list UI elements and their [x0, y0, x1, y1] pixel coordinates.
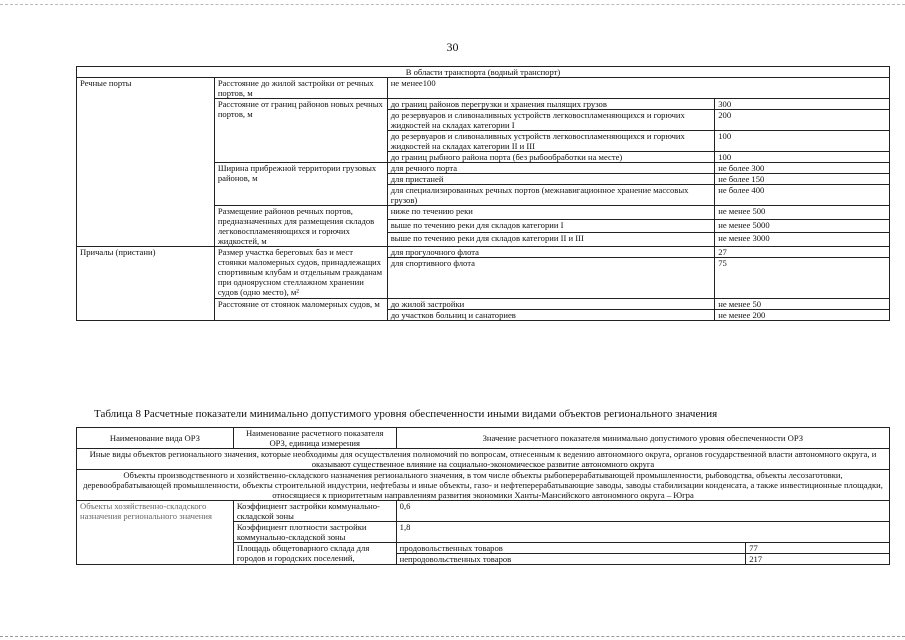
indicator-cell: Расстояние до жилой застройки от речных портов, м [214, 78, 387, 99]
condition-cell: выше по течению реки для складов категории I [387, 219, 715, 233]
value-cell: 300 [715, 99, 890, 110]
condition-cell: для пристаней [387, 174, 715, 185]
value-cell: 1,8 [396, 522, 889, 543]
condition-cell: для речного порта [387, 163, 715, 174]
condition-cell: до границ рыбного района порта (без рыбообработки на месте) [387, 152, 715, 163]
table-row [77, 78, 890, 99]
table-header-row [77, 428, 890, 449]
value-cell: не менее 3000 [715, 233, 890, 247]
value-cell: 200 [715, 110, 890, 131]
table-row [77, 470, 890, 501]
value-cell: 0,6 [396, 501, 889, 522]
condition-cell: до резервуаров и сливоналивных устройств легковоспламеняющихся и горючих жидкостей на складах категории I [387, 110, 715, 131]
regional-objects-table [76, 427, 890, 565]
group-heading: Иные виды объектов регионального значения, которые необходимы для осуществления полномочий по вопросам, отнесенным к ведению автономного округа, органов государственной власти автономного округа, и оказывают существенное влияние на социально-экономическое развитие автономного округа [77, 449, 890, 470]
indicator-cell: Ширина прибрежной территории грузовых районов, м [214, 163, 387, 206]
indicator-cell: Размещение районов речных портов, предназначенных для размещения складов легковоспламеняющихся и горючих жидкостей, м [214, 206, 387, 247]
value-cell: не более 150 [715, 174, 890, 185]
indicator-cell: Размер участка береговых баз и мест стоянки маломерных судов, принадлежащих спортивным клубам и отдельным гражданам при одноярусном стеллажном хранении судов (одно место), м² [214, 247, 387, 299]
object-type-cell: Объекты хозяйственно-складского назначения регионального значения [77, 501, 234, 565]
value-cell: 77 [746, 543, 890, 554]
value-cell: 100 [715, 131, 890, 152]
condition-cell: для спортивного флота [387, 258, 715, 299]
condition-cell: до резервуаров и сливоналивных устройств легковоспламеняющихся и горючих жидкостей на складах категории II и III [387, 131, 715, 152]
condition-cell: продовольственных товаров [396, 543, 746, 554]
value-cell: 100 [715, 152, 890, 163]
value-cell: не более 400 [715, 185, 890, 206]
condition-cell: ниже по течению реки [387, 206, 715, 220]
table-caption: Таблица 8 Расчетные показатели минимально допустимого уровня обеспеченности иными видами объектов регионального значения [94, 408, 718, 420]
indicator-cell: Коэффициент застройки коммунально-складской зоны [233, 501, 396, 522]
value-cell: 27 [715, 247, 890, 258]
indicator-cell: Расстояние от стоянок маломерных судов, м [214, 299, 387, 321]
value-cell: не менее 200 [715, 310, 890, 321]
table-row [77, 449, 890, 470]
value-cell: 217 [746, 554, 890, 565]
object-type-cell: Причалы (пристани) [77, 247, 215, 321]
value-cell: не менее 50 [715, 299, 890, 310]
column-header: Значение расчетного показателя минимально допустимого уровня обеспеченности ОРЗ [396, 428, 889, 449]
condition-cell: для прогулочного флота [387, 247, 715, 258]
value-cell: 75 [715, 258, 890, 299]
condition-cell: до жилой застройки [387, 299, 715, 310]
indicator-cell: Площадь общетоварного склада для городов и городских поселений, [233, 543, 396, 565]
condition-cell: выше по течению реки для складов категории II и III [387, 233, 715, 247]
condition-cell: до границ районов перегрузки и хранения пылящих грузов [387, 99, 715, 110]
column-header: Наименование вида ОРЗ [77, 428, 234, 449]
column-header: Наименование расчетного показателя ОРЗ, единица измерения [233, 428, 396, 449]
transport-norms-table [76, 66, 890, 321]
table-header-row [77, 67, 890, 78]
indicator-cell: Коэффициент плотности застройки коммунально-складской зоны [233, 522, 396, 543]
condition-cell: для специализированных речных портов (межнавигационное хранение массовых грузов) [387, 185, 715, 206]
table-row [77, 501, 890, 522]
section-header: В области транспорта (водный транспорт) [77, 67, 890, 78]
scan-edge-top [0, 4, 905, 5]
value-cell: не менее 500 [715, 206, 890, 220]
value-cell: не менее 5000 [715, 219, 890, 233]
object-type-cell: Речные порты [77, 78, 215, 247]
value-cell: не менее100 [387, 78, 889, 99]
table-row [77, 247, 890, 258]
group-heading: Объекты производственного и хозяйственно-складского назначения регионального значения, в том числе объекты рыбоперерабатывающей промышленности, рыбоводства, объекты лесозаготовки, деревообрабатывающей промышленности, объекты строительной индустрии, нефтебазы и иные объекты, газо- и нефтеперерабатывающие заводы, заводы стабилизации конденсата, а также инвестиционные площадки, относящиеся к приоритетным направлениям развития экономики Ханты-Мансийского автономного округа – Югра [77, 470, 890, 501]
condition-cell: до участков больниц и санаториев [387, 310, 715, 321]
indicator-cell: Расстояние от границ районов новых речных портов, м [214, 99, 387, 163]
page-number: 30 [446, 40, 459, 54]
value-cell: не более 300 [715, 163, 890, 174]
condition-cell: непродовольственных товаров [396, 554, 746, 565]
scan-edge-bottom [0, 636, 905, 637]
